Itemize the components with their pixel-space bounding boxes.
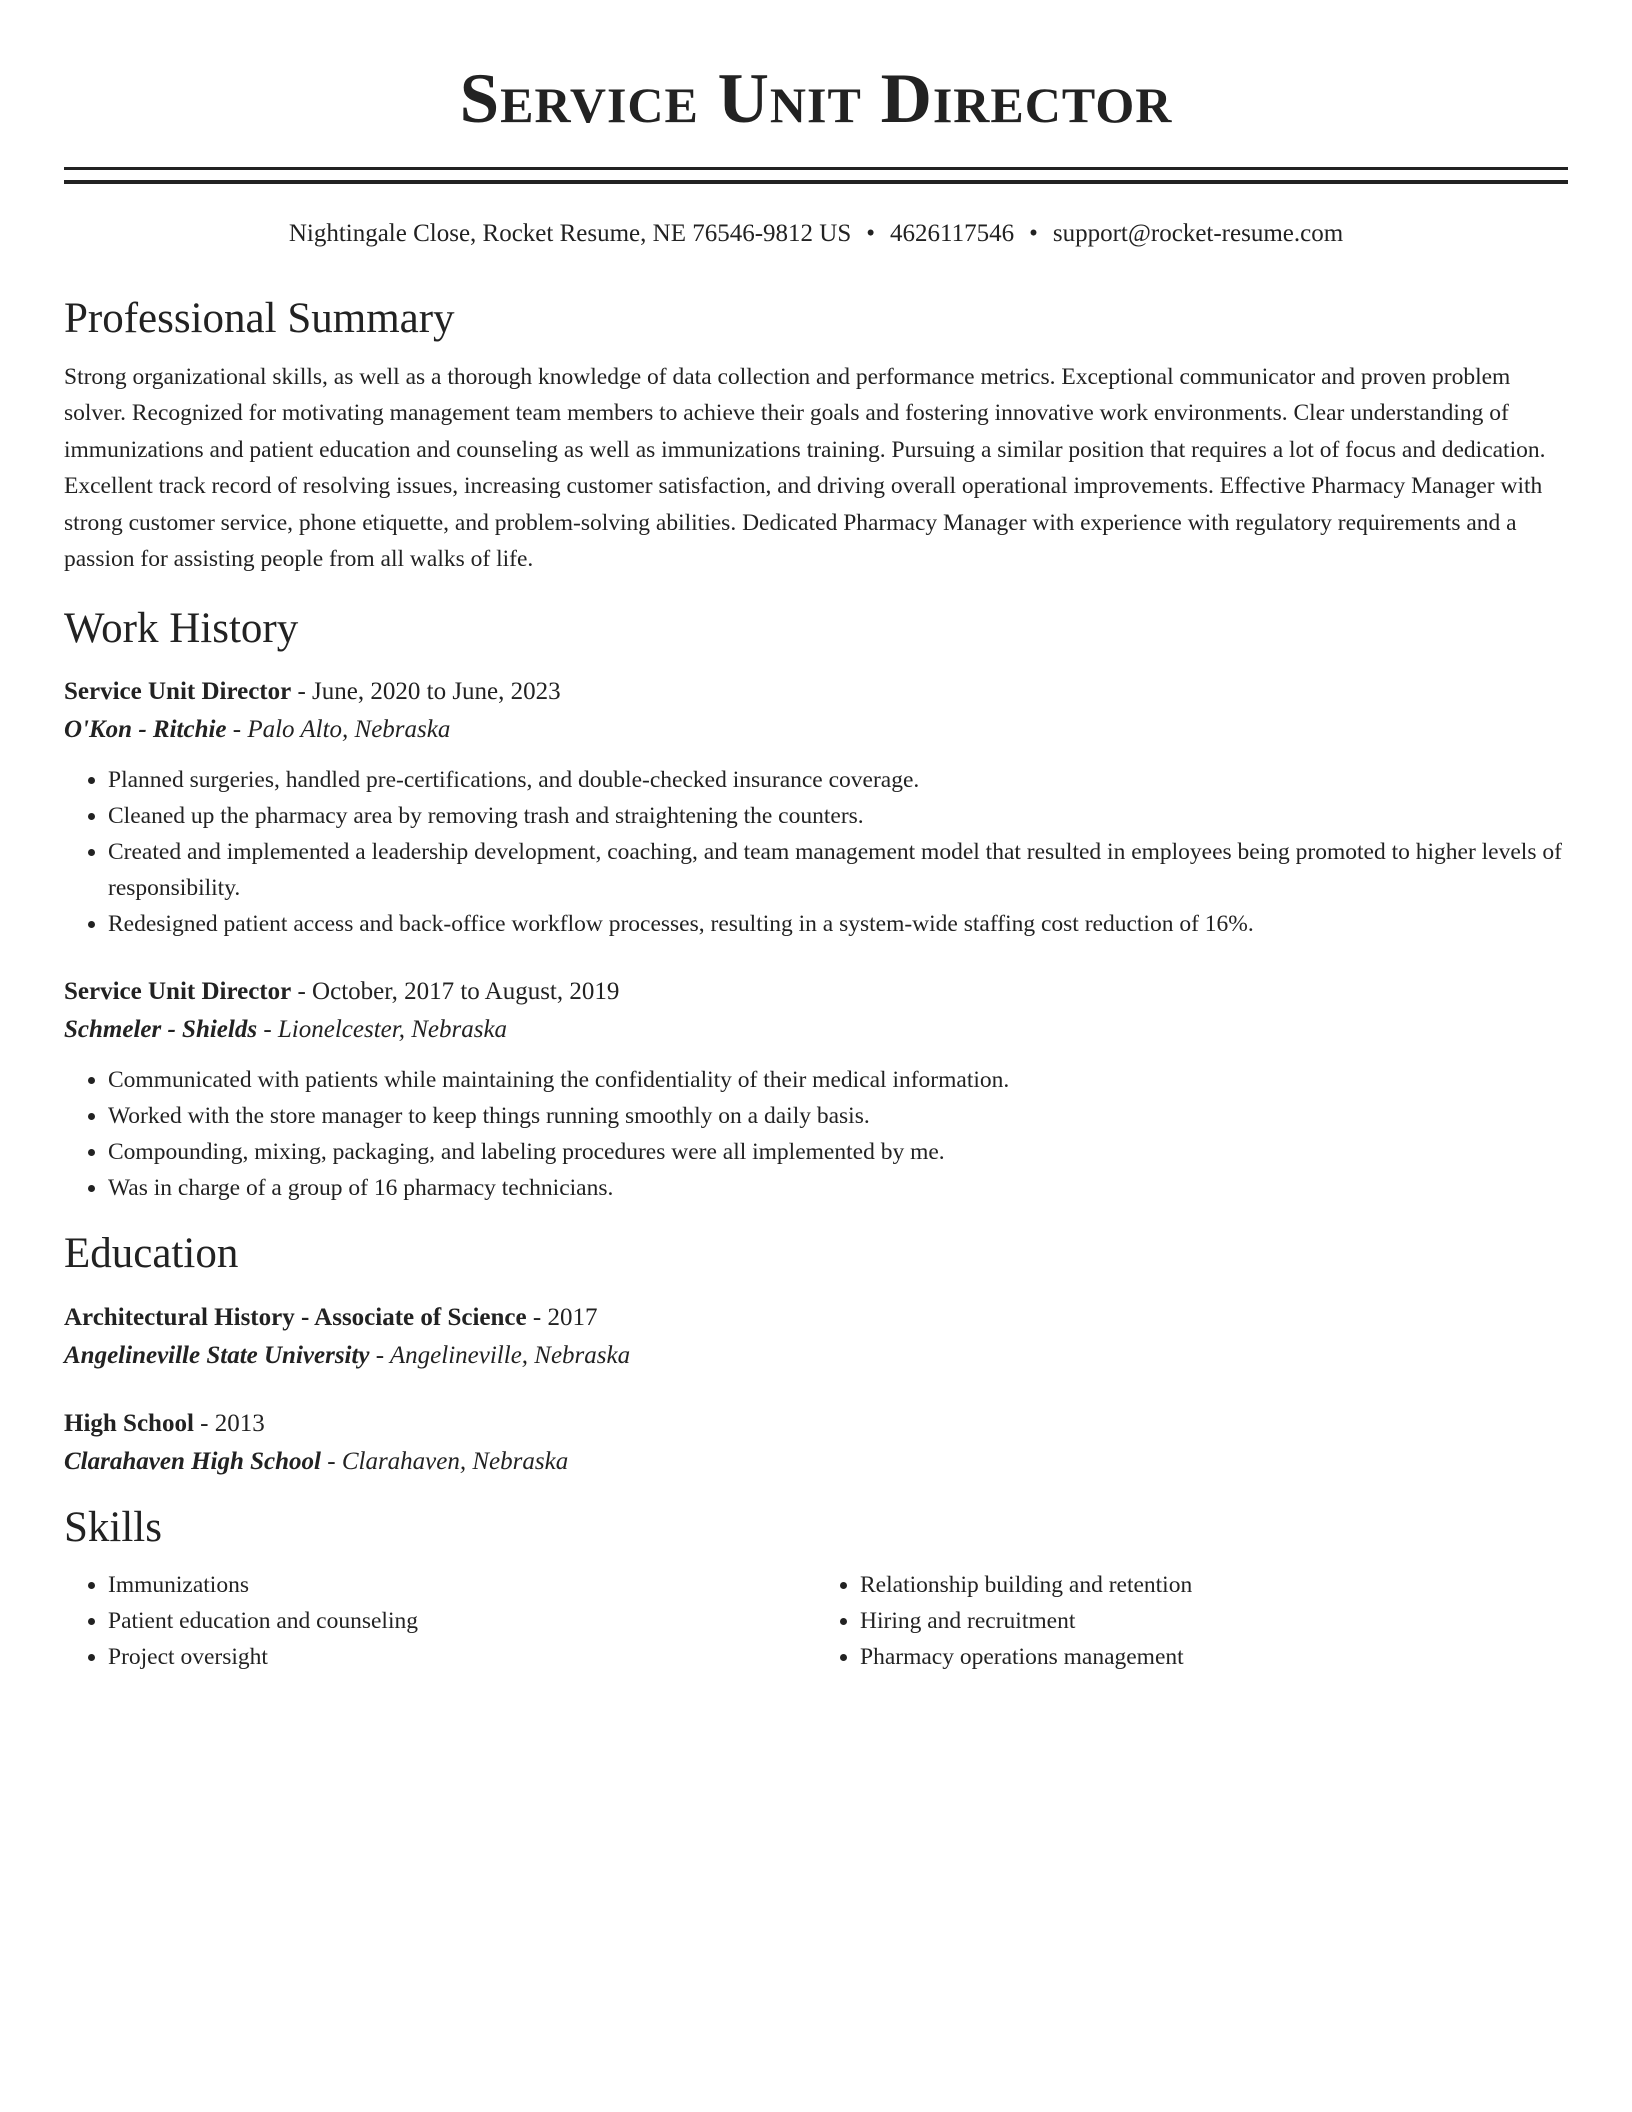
job-title-line bbox=[64, 974, 1568, 1010]
degree-name: Architectural History - Associate of Science bbox=[64, 1303, 527, 1331]
skills-list bbox=[64, 1567, 1568, 1675]
skill-item: • Relationship building and retention bbox=[860, 1567, 1568, 1603]
contact-address: Nightingale Close, Rocket Resume, NE 76546-9812 US bbox=[288, 220, 852, 247]
school-name: Clarahaven High School bbox=[64, 1447, 321, 1475]
contact-email: support@rocket-resume.com bbox=[1052, 220, 1344, 247]
job-role: Service Unit Director bbox=[64, 978, 292, 1006]
job-dates: - June, 2020 to June, 2023 bbox=[291, 678, 561, 706]
contact-separator: • bbox=[866, 220, 876, 247]
work-history-heading: Work History bbox=[64, 604, 299, 652]
job-bullet: • Communicated with patients while maintaining the confidentiality of their medical information. bbox=[108, 1062, 1568, 1098]
job-title-line bbox=[64, 674, 1568, 710]
school-line bbox=[64, 1338, 1568, 1374]
degree-year: - 2013 bbox=[193, 1409, 265, 1437]
header-divider bbox=[64, 167, 1568, 184]
education-entry bbox=[64, 1300, 1568, 1374]
skills-column-right bbox=[816, 1567, 1568, 1675]
job-company-line bbox=[64, 1012, 1568, 1048]
school-location: - Clarahaven, Nebraska bbox=[321, 1447, 569, 1475]
skills-column-left bbox=[64, 1567, 816, 1675]
skill-item: • Project oversight bbox=[108, 1639, 816, 1675]
job-bullet: • Planned surgeries, handled pre-certifications, and double-checked insurance coverage. bbox=[108, 762, 1568, 798]
contact-line bbox=[64, 219, 1568, 249]
job-company-line bbox=[64, 712, 1568, 748]
school-name: Angelineville State University bbox=[64, 1341, 370, 1369]
job-dates: - October, 2017 to August, 2019 bbox=[291, 978, 620, 1006]
job-company: O'Kon - Ritchie bbox=[64, 716, 227, 744]
degree-name: High School bbox=[64, 1409, 194, 1437]
job-location: - Palo Alto, Nebraska bbox=[226, 716, 451, 744]
job-bullet: • Worked with the store manager to keep things running smoothly on a daily basis. bbox=[108, 1098, 1568, 1134]
summary-heading: Professional Summary bbox=[64, 295, 455, 342]
education-heading: Education bbox=[64, 1230, 239, 1278]
contact-separator: • bbox=[1029, 220, 1038, 247]
job-bullet: • Compounding, mixing, packaging, and labeling procedures were all implemented by me. bbox=[108, 1134, 1568, 1170]
skill-item: • Pharmacy operations management bbox=[860, 1639, 1568, 1675]
job-bullet: • Redesigned patient access and back-office workflow processes, resulting in a system-wide staffing cost reduction of 16%. bbox=[108, 906, 1568, 942]
degree-line bbox=[64, 1406, 1568, 1442]
school-location: - Angelineville, Nebraska bbox=[369, 1341, 631, 1369]
summary-text: Strong organizational skills, as well as a thorough knowledge of data collection and performance metrics. Exceptional communicator and proven problem solver. Recognized for motivating management team members to achieve their goals and fostering innovative work environments. Clear understanding of immunizations and patient education and counseling as well as immunizations training. Pursuing a similar position that requires a lot of focus and dedication. Excellent track record of resolving issues, increasing customer satisfaction, and driving overall operational improvements. Effective Pharmacy Manager with strong customer service, phone etiquette, and problem-solving abilities. Dedicated Pharmacy Manager with experience with regulatory requirements and a passion for assisting people from all walks of life. bbox=[64, 363, 1546, 573]
job-bullets bbox=[64, 1062, 1568, 1206]
degree-line bbox=[64, 1300, 1568, 1336]
job-bullets bbox=[64, 762, 1568, 942]
job-location: - Lionelcester, Nebraska bbox=[257, 1016, 508, 1044]
degree-year: - 2017 bbox=[526, 1303, 598, 1331]
skills-heading: Skills bbox=[64, 1503, 162, 1551]
education-entry bbox=[64, 1406, 1568, 1480]
job-entry bbox=[64, 974, 1568, 1206]
resume-name: Service Unit Director bbox=[459, 60, 1173, 138]
skill-item: • Patient education and counseling bbox=[108, 1603, 816, 1639]
skill-item: • Hiring and recruitment bbox=[860, 1603, 1568, 1639]
school-line bbox=[64, 1444, 1568, 1480]
job-role: Service Unit Director bbox=[64, 678, 292, 706]
job-bullet: • Was in charge of a group of 16 pharmacy technicians. bbox=[108, 1170, 1568, 1206]
contact-phone: 4626117546 bbox=[890, 220, 1015, 247]
job-company: Schmeler - Shields bbox=[64, 1016, 258, 1044]
job-bullet: • Created and implemented a leadership development, coaching, and team management model that resulted in employees being promoted to higher levels of responsibility. bbox=[108, 834, 1568, 906]
job-entry bbox=[64, 674, 1568, 942]
job-bullet: • Cleaned up the pharmacy area by removing trash and straightening the counters. bbox=[108, 798, 1568, 834]
skill-item: • Immunizations bbox=[108, 1567, 816, 1603]
